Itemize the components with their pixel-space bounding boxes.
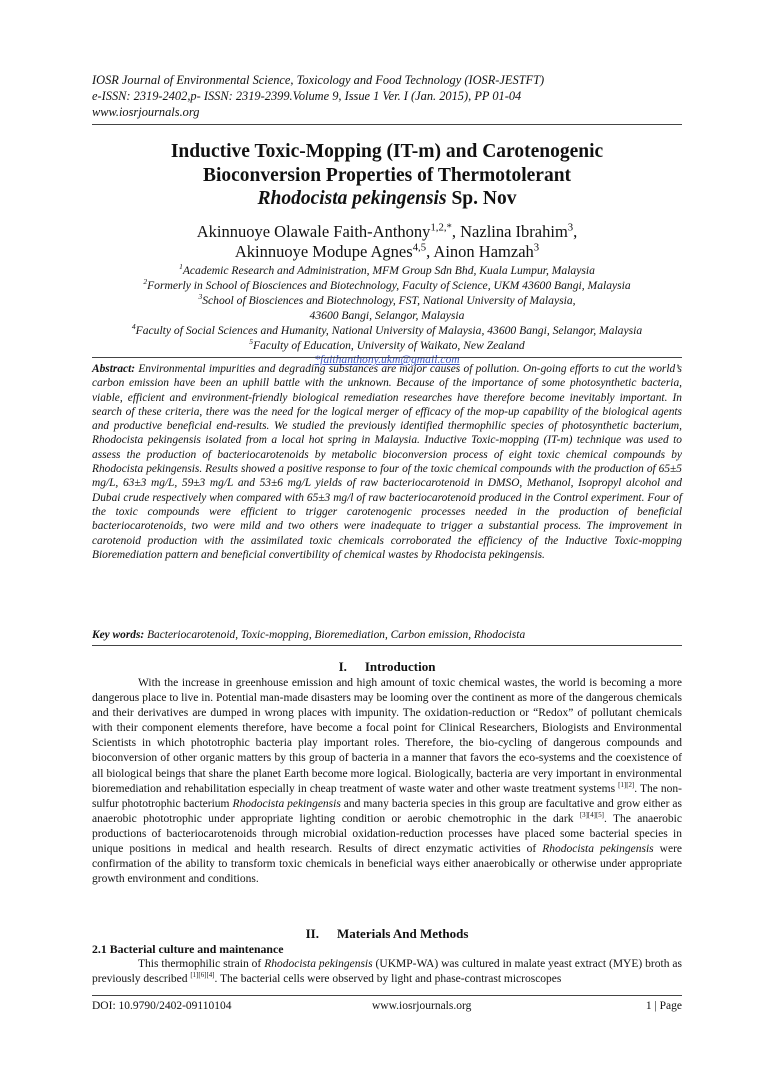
- affiliation-text: Faculty of Social Sciences and Humanity, National University of Malaysia, 43600 Bangi, Selangor, Malaysia: [135, 323, 643, 337]
- author-3: Akinnuoye Modupe Agnes: [234, 242, 413, 261]
- author-2-affil: 3: [567, 221, 574, 234]
- author-1: Akinnuoye Olawale Faith-Anthony: [196, 222, 431, 241]
- keywords: [92, 628, 682, 642]
- author-sep: ,: [573, 222, 578, 241]
- journal-url[interactable]: www.iosrjournals.org: [92, 105, 200, 119]
- species-name: Rhodocista pekingensis: [264, 958, 373, 970]
- affiliation-marker: 3: [198, 291, 203, 301]
- text-run: . The anaerobic productions of bacteriocarotenoids through microbial oxidation-reduction processes have placed some bacterial species in unique positions in medical and health research. Results of direct enzymatic activities of: [92, 812, 682, 856]
- affiliation-2: [80, 279, 694, 294]
- abstract-bottom-rule: [92, 645, 682, 646]
- affiliation-1: [80, 264, 694, 279]
- citation: [1][2]: [618, 781, 635, 789]
- affiliation-3-cont: [80, 309, 694, 324]
- affiliation-marker: 2: [143, 277, 148, 287]
- citation: [1][6][4]: [190, 972, 215, 980]
- methods-paragraph: [92, 957, 682, 987]
- header-rule: [92, 124, 682, 125]
- keywords-label: Key words:: [92, 629, 145, 641]
- author-3-affil: 4,5: [412, 241, 427, 254]
- abstract-label: Abstract:: [92, 363, 136, 375]
- journal-name: IOSR Journal of Environmental Science, Toxicology and Food Technology (IOSR-JESTFT): [92, 73, 545, 87]
- affiliation-text: Formerly in School of Biosciences and Biotechnology, Faculty of Science, UKM 43600 Bangi, Malaysia: [147, 278, 631, 292]
- text-run: (UKMP-WA) was cultured in malate yeast extract (MYE) broth as previously described: [92, 958, 683, 986]
- subsection-heading: 2.1 Bacterial culture and maintenance: [92, 942, 284, 956]
- affiliation-marker: 4: [131, 321, 136, 331]
- title-suffix: Sp. Nov: [446, 188, 517, 209]
- footer-site[interactable]: www.iosrjournals.org: [372, 1000, 472, 1012]
- author-4-affil: 3: [533, 241, 540, 254]
- author-1-affil: 1,2,*: [430, 221, 452, 234]
- species-name: Rhodocista pekingensis: [232, 797, 341, 810]
- abstract: [92, 362, 682, 562]
- section-heading-introduction: [92, 659, 682, 675]
- text-run: and many bacteria species in this group are facultative and grow either as anaerobic phototrophic under appropriate lighting condition or aerobic chemotrophic in the dark: [92, 797, 683, 825]
- section-title: Introduction: [364, 659, 436, 674]
- affiliation-text: Academic Research and Administration, MFM Group Sdn Bhd, Kuala Lumpur, Malaysia: [182, 264, 595, 277]
- section-number: I.: [338, 659, 347, 674]
- title-line-3: [92, 187, 682, 211]
- footer-page-number: 1 | Page: [645, 1000, 682, 1012]
- affiliation-text: School of Biosciences and Biotechnology, FST, National University of Malaysia,: [202, 293, 576, 307]
- title-species: Rhodocista pekingensis: [257, 188, 447, 209]
- affiliation-4: [80, 321, 694, 339]
- affiliation-text: Faculty of Education, University of Waikato, New Zealand: [253, 338, 525, 352]
- citation: [3][4][5]: [579, 812, 604, 820]
- text-run: With the increase in greenhouse emission and high amount of toxic chemical wastes, the world is becoming a more dangerous place to live in. Potential man-made disasters may be looming over the continent as more of the dangerous chemicals and their derivatives are dumped in wrong places with impunity. The oxidation-reduction or “Redox” of pollutant chemicals with their component elements therefore, have become a focal point for Clinical Researchers, Biologists and Environmental Scientists in which phototrophic bacteria play important roles. Therefore, the bio-cycling of dangerous compounds and bioconversion of other organic matters by this group of bacteria in a manner that favors the eco-systems and the coexistence of all biological beings that share the planet Earth become more logical. Biologically, bacteria are very important in environmental bioremediation and rehabilitation especially in cheap treatment of waste water and other waste treatment systems: [92, 677, 682, 795]
- text-run: This thermophilic strain of: [138, 958, 265, 970]
- keywords-text: Bacteriocarotenoid, Toxic-mopping, Bioremediation, Carbon emission, Rhodocista: [144, 629, 526, 641]
- journal-issn: e-ISSN: 2319-2402,p- ISSN: 2319-2399.Volume 9, Issue 1 Ver. I (Jan. 2015), PP 01-04: [92, 89, 522, 103]
- journal-header: [92, 72, 682, 120]
- footer-rule: [92, 995, 682, 996]
- affiliation-3: [80, 291, 694, 309]
- paper-title: [92, 140, 682, 211]
- author-2: , Nazlina Ibrahim: [451, 222, 568, 241]
- affiliation-text: 43600 Bangi, Selangor, Malaysia: [309, 308, 465, 322]
- affiliation-marker: 5: [249, 336, 254, 346]
- section-number: II.: [305, 926, 319, 941]
- footer-doi: DOI: 10.9790/2402-09110104: [92, 1000, 232, 1012]
- section-title: Materials And Methods: [336, 926, 469, 941]
- species-name: Rhodocista pekingensis: [542, 843, 654, 856]
- abstract-text: Environmental impurities and degrading substances are major causes of pollution. On-going efforts to cut the world’s carbon emission have been an uphill battle with the unknown. Because of the importance of some photosynthetic bacteria, viable, efficient and environment-friendly biological remediation researches have therefore become inevitably important. In search of these criteria, there was the need for the logical merger of efficacy of the mop-up capability of the biological agents and productive beneficial end-results. We studied the previously identified thermophilic species of photosynthetic bacterium, Rhodocista pekingensis isolated from a local hot spring in Malaysia. Inductive Toxic-mopping (IT-m) technique was used to assess the production of bacteriocarotenoids by metabolic bioconversion process of eight toxic chemical compounds by Rhodocista pekingensis. Results showed a positive response to four of the toxic chemical compounds with the production of 65±5 mg/L, 63±3 mg/L, 59±3 mg/L and 53±6 mg/L yields of raw bacteriocarotenoid in DMSO, Methanol, Isopropyl alcohol and Dubai crude respectively when compared with 65±3 mg/l of raw bacteriocarotenoid produced in the Control experiment. Four of the toxic compounds were efficient to trigger carotenogenic processes needed in the production of beneficial bacteriocarotenoids, two were mild and two others were inadequate to trigger a substantial process. The improvement in carotenoid production with the assimilated toxic chemicals corroborated the efficiency of the Inductive Toxic-mopping Bioremediation pattern and beneficial convertibility of chemical wastes by Rhodocista pekingensis.: [92, 363, 682, 561]
- abstract-top-rule: [92, 357, 682, 358]
- title-line-1: Inductive Toxic-Mopping (IT-m) and Carotenogenic: [170, 141, 604, 162]
- introduction-paragraph: [92, 676, 682, 887]
- affiliations: [80, 264, 694, 368]
- text-run: were confirmation of the ability to transform toxic chemicals in beneficial ways either anaerobically or otherwise under appropriate growth environment and conditions.: [92, 843, 682, 886]
- text-run: . The bacterial cells were observed by light and phase-contrast microscopes: [214, 973, 562, 986]
- section-heading-methods: [92, 926, 682, 942]
- author-4: , Ainon Hamzah: [426, 242, 534, 261]
- text-run: . The non-sulfur phototrophic bacterium: [92, 782, 682, 810]
- author-list: [92, 222, 682, 262]
- title-line-2: Bioconversion Properties of Thermotolerant: [202, 164, 572, 186]
- corresponding-email-link[interactable]: *faithanthony.ukm@gmail.com: [314, 353, 460, 367]
- affiliation-marker: 1: [179, 262, 183, 272]
- affiliation-5: [80, 336, 694, 354]
